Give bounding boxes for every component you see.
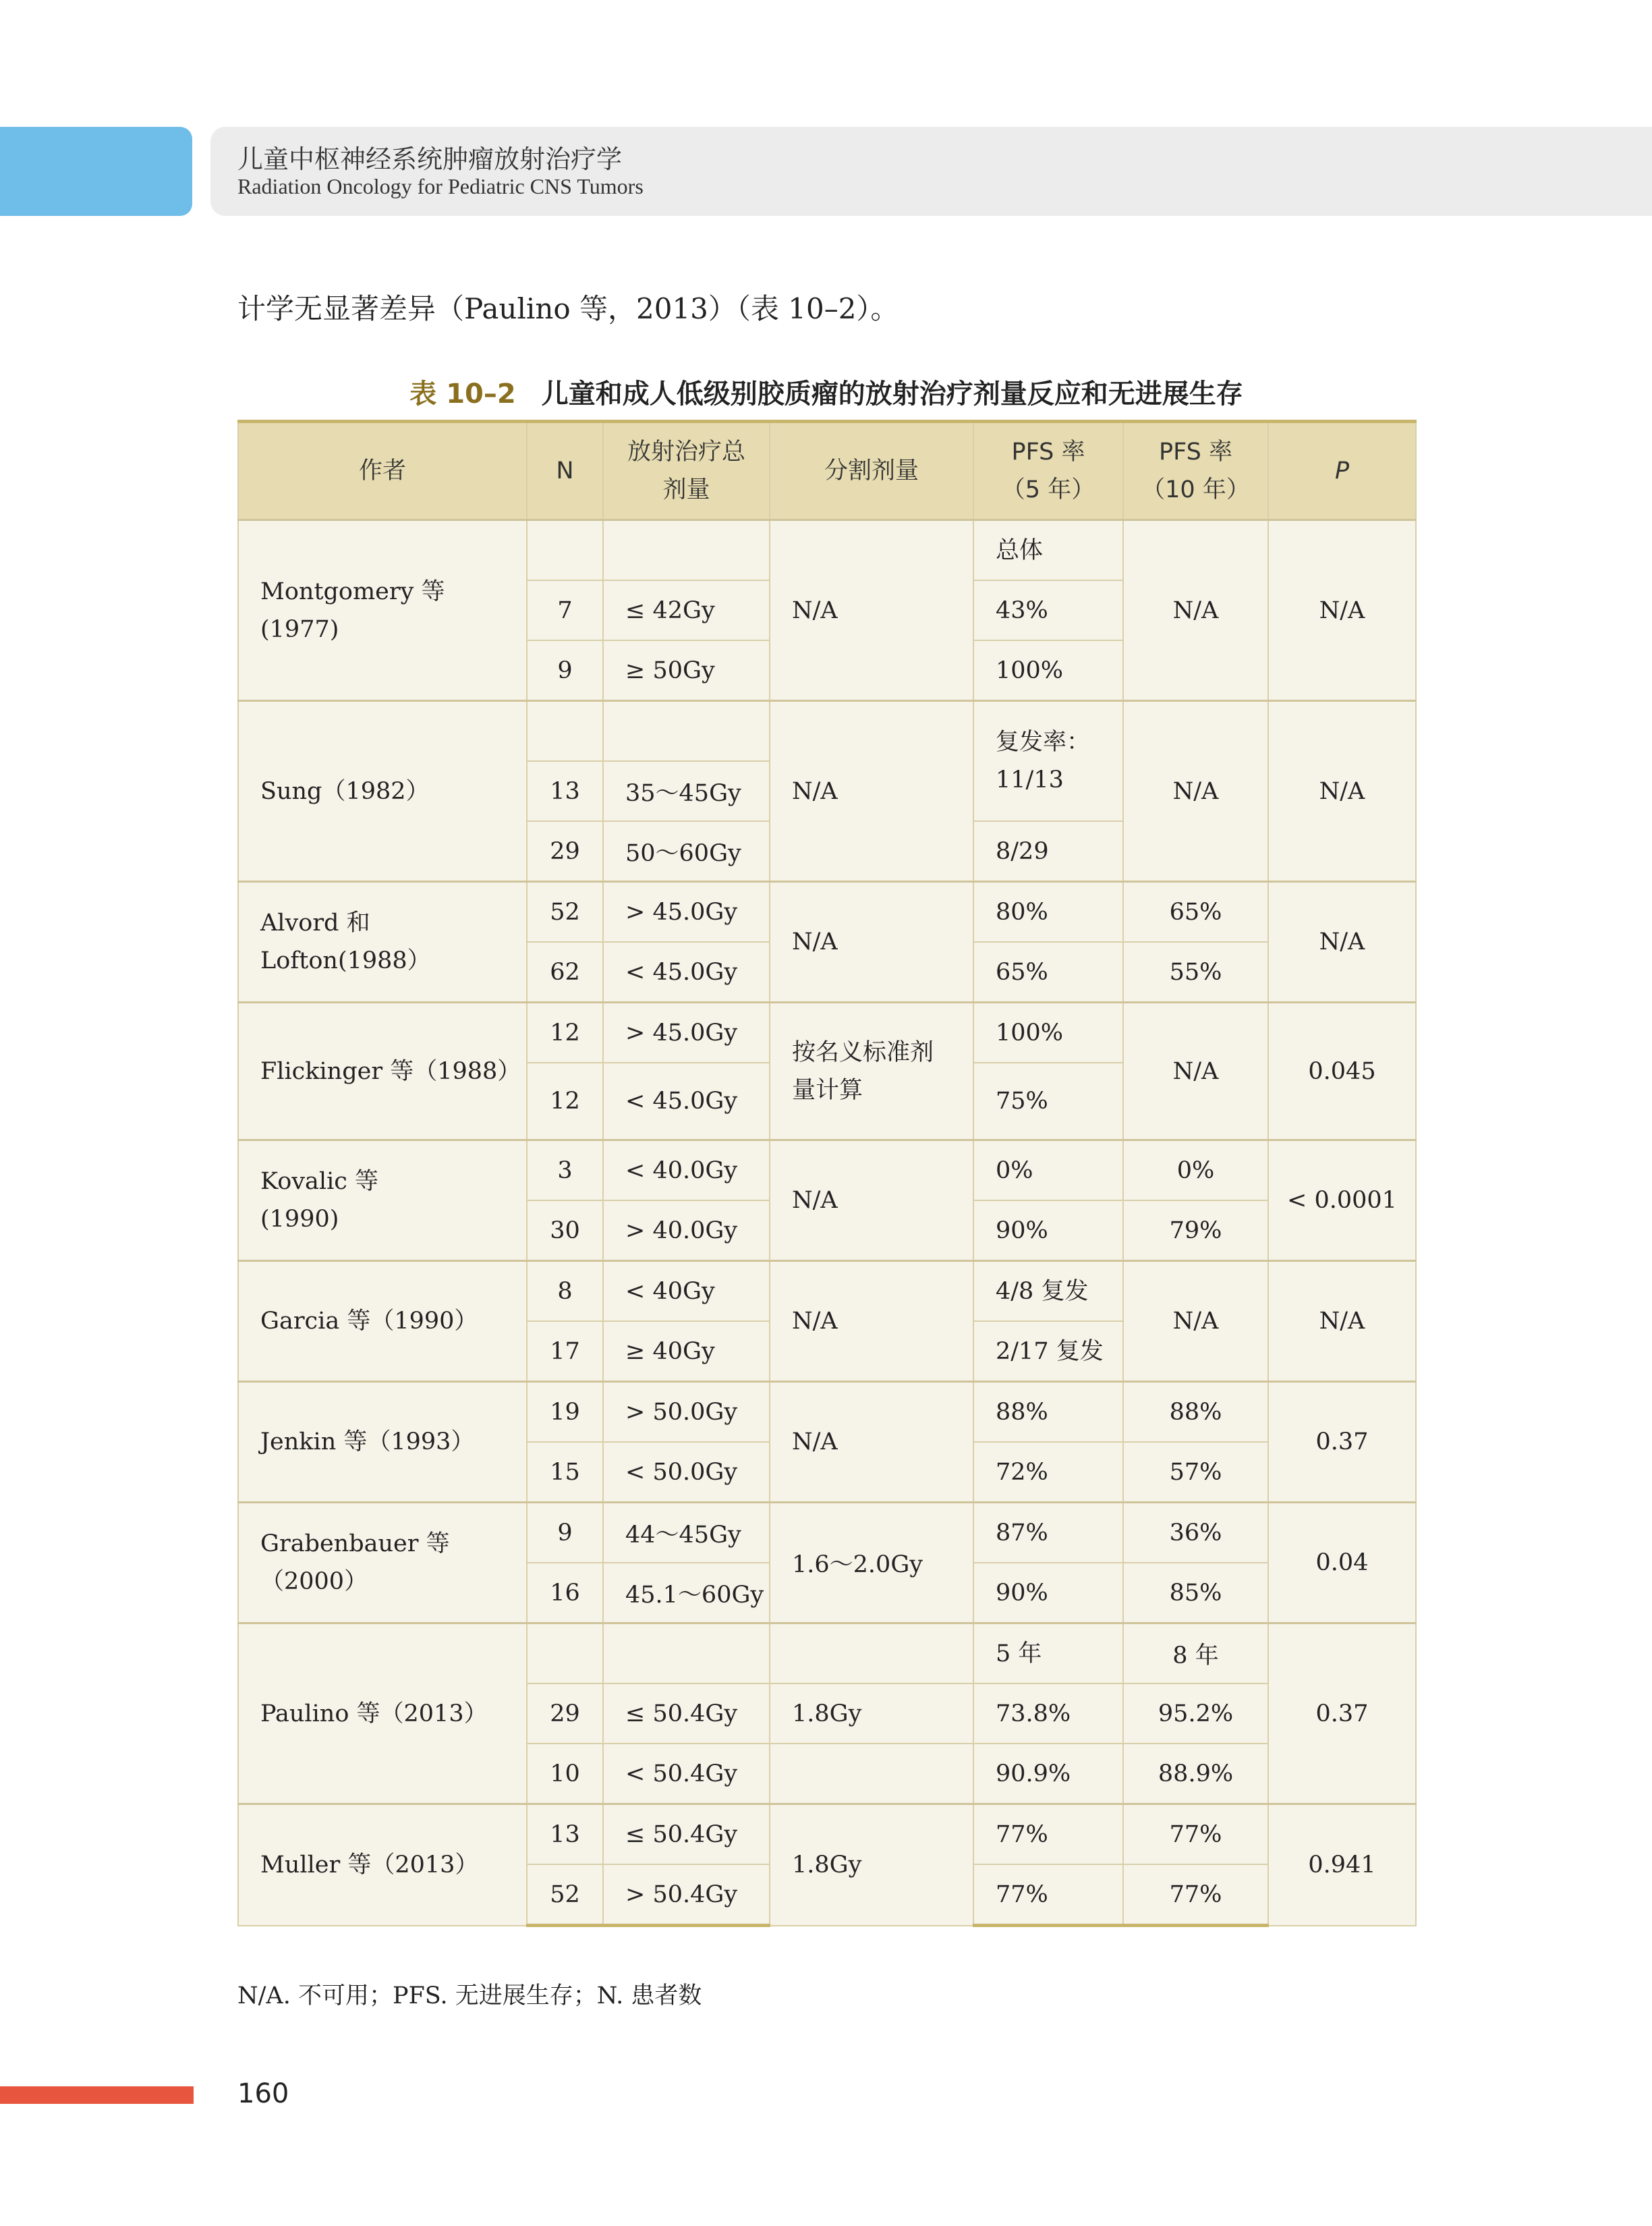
- pfs10-cell: 55%: [1123, 942, 1268, 1003]
- header-author: 作者: [238, 422, 527, 520]
- table-number: 表 10–2: [409, 379, 516, 410]
- empty-cell: [603, 520, 770, 581]
- n-cell: 29: [527, 821, 603, 882]
- pfs5-cell: 72%: [973, 1442, 1123, 1503]
- p-value-cell: 0.045: [1268, 1003, 1416, 1140]
- pfs10-cell: 85%: [1123, 1563, 1268, 1623]
- n-cell: 29: [527, 1684, 603, 1744]
- pfs5-cell: 100%: [973, 640, 1123, 701]
- dose-cell: > 45.0Gy: [603, 1003, 770, 1063]
- pfs10-cell: N/A: [1123, 1003, 1268, 1140]
- pfs5-cell: 80%: [973, 882, 1123, 943]
- table-row: [238, 1804, 1416, 1865]
- pfs10-cell: 65%: [1123, 882, 1268, 943]
- table-row: [238, 1261, 1416, 1322]
- n-cell: 3: [527, 1140, 603, 1201]
- pfs10-cell: 0%: [1123, 1140, 1268, 1201]
- fraction-cell: 1.8Gy: [770, 1804, 973, 1926]
- pfs5-cell: 90%: [973, 1200, 1123, 1261]
- author-cell: Alvord 和 Lofton(1988）: [238, 882, 527, 1003]
- dose-cell: < 45.0Gy: [603, 1063, 770, 1140]
- n-cell: 19: [527, 1382, 603, 1443]
- pfs5-cell: 43%: [973, 580, 1123, 640]
- fraction-cell: 1.8Gy: [770, 1684, 973, 1744]
- table-title: 儿童和成人低级别胶质瘤的放射治疗剂量反应和无进展生存: [541, 379, 1243, 410]
- dose-cell: < 50.0Gy: [603, 1442, 770, 1503]
- dose-cell: ≤ 50.4Gy: [603, 1804, 770, 1865]
- empty-cell: [770, 1623, 973, 1684]
- author-cell: Garcia 等（1990）: [238, 1261, 527, 1382]
- pfs10-cell: N/A: [1123, 701, 1268, 882]
- pfs5-cell: 65%: [973, 942, 1123, 1003]
- table-row: [238, 1503, 1416, 1563]
- table-row: [238, 520, 1416, 581]
- fraction-cell: N/A: [770, 701, 973, 882]
- p-value-cell: N/A: [1268, 701, 1416, 882]
- dose-cell: 45.1～60Gy: [603, 1563, 770, 1623]
- fraction-cell: [770, 1744, 973, 1804]
- n-cell: 12: [527, 1003, 603, 1063]
- table-row: [238, 1140, 1416, 1201]
- empty-cell: [527, 520, 603, 581]
- fraction-cell: N/A: [770, 1261, 973, 1382]
- n-cell: 15: [527, 1442, 603, 1503]
- n-cell: 12: [527, 1063, 603, 1140]
- n-cell: 10: [527, 1744, 603, 1804]
- dose-cell: < 45.0Gy: [603, 942, 770, 1003]
- fraction-cell: 1.6～2.0Gy: [770, 1503, 973, 1623]
- p-value-cell: 0.37: [1268, 1623, 1416, 1804]
- pfs5-cell: 90.9%: [973, 1744, 1123, 1804]
- pfs10-cell: N/A: [1123, 1261, 1268, 1382]
- pfs10-cell: 57%: [1123, 1442, 1268, 1503]
- author-cell: Sung（1982）: [238, 701, 527, 882]
- empty-cell: [603, 701, 770, 762]
- n-cell: 62: [527, 942, 603, 1003]
- dose-cell: < 40.0Gy: [603, 1140, 770, 1201]
- dose-response-table: [237, 420, 1417, 1927]
- table-row: [238, 882, 1416, 943]
- dose-cell: ≤ 42Gy: [603, 580, 770, 640]
- pfs5-cell: 100%: [973, 1003, 1123, 1063]
- pfs10-cell: 77%: [1123, 1864, 1268, 1926]
- dose-cell: < 50.4Gy: [603, 1744, 770, 1804]
- fraction-cell: N/A: [770, 1140, 973, 1261]
- empty-cell: [527, 701, 603, 762]
- header-fraction-dose: 分割剂量: [770, 422, 973, 520]
- pfs10-cell: 88.9%: [1123, 1744, 1268, 1804]
- n-cell: 9: [527, 640, 603, 701]
- header-pfs-5yr: PFS 率 （5 年）: [973, 422, 1123, 520]
- pfs5-cell: 4/8 复发: [973, 1261, 1123, 1322]
- pfs5-cell: 87%: [973, 1503, 1123, 1563]
- dose-cell: > 50.4Gy: [603, 1864, 770, 1926]
- pfs5-cell: 77%: [973, 1804, 1123, 1865]
- pfs10-cell: 88%: [1123, 1382, 1268, 1443]
- p-value-cell: N/A: [1268, 882, 1416, 1003]
- pfs5-cell: 90%: [973, 1563, 1123, 1623]
- header-n: N: [527, 422, 603, 520]
- n-cell: 52: [527, 882, 603, 943]
- pfs5-subheader-cell: 总体: [973, 520, 1123, 581]
- fraction-cell: N/A: [770, 520, 973, 701]
- p-value-cell: N/A: [1268, 520, 1416, 701]
- n-cell: 7: [527, 580, 603, 640]
- header-total-dose: 放射治疗总 剂量: [603, 422, 770, 520]
- n-cell: 52: [527, 1864, 603, 1926]
- fraction-cell: 按名义标准剂 量计算: [770, 1003, 973, 1140]
- dose-cell: < 40Gy: [603, 1261, 770, 1322]
- book-subtitle: Radiation Oncology for Pediatric CNS Tumors: [237, 174, 644, 198]
- n-cell: 16: [527, 1563, 603, 1623]
- fraction-cell: N/A: [770, 1382, 973, 1503]
- author-cell: Grabenbauer 等（2000）: [238, 1503, 527, 1623]
- p-value-cell: N/A: [1268, 1261, 1416, 1382]
- pfs5-cell: 复发率： 11/13: [973, 701, 1123, 822]
- author-cell: Muller 等（2013）: [238, 1804, 527, 1926]
- pfs10-cell: 95.2%: [1123, 1684, 1268, 1744]
- dose-cell: > 40.0Gy: [603, 1200, 770, 1261]
- dose-cell: > 45.0Gy: [603, 882, 770, 943]
- empty-cell: [603, 1623, 770, 1684]
- pfs5-cell: 75%: [973, 1063, 1123, 1140]
- header-p-value: P: [1268, 422, 1416, 520]
- table-row: [238, 1623, 1416, 1684]
- empty-cell: [527, 1623, 603, 1684]
- header-pfs-10yr: PFS 率 （10 年）: [1123, 422, 1268, 520]
- p-value-cell: 0.04: [1268, 1503, 1416, 1623]
- pfs5-cell: 77%: [973, 1864, 1123, 1926]
- n-cell: 17: [527, 1321, 603, 1382]
- pfs5-cell: 0%: [973, 1140, 1123, 1201]
- pfs10-cell: 36%: [1123, 1503, 1268, 1563]
- table-header-row: [238, 422, 1416, 520]
- book-title: 儿童中枢神经系统肿瘤放射治疗学: [237, 144, 623, 174]
- table-footnote: N/A. 不可用；PFS. 无进展生存；N. 患者数: [237, 1982, 702, 2009]
- dose-cell: > 50.0Gy: [603, 1382, 770, 1443]
- pfs10-cell: 79%: [1123, 1200, 1268, 1261]
- pfs10-cell: N/A: [1123, 520, 1268, 701]
- page-number-bar: [0, 2086, 194, 2104]
- pfs5-cell: 88%: [973, 1382, 1123, 1443]
- n-cell: 13: [527, 761, 603, 821]
- p-value-cell: < 0.0001: [1268, 1140, 1416, 1261]
- n-cell: 8: [527, 1261, 603, 1322]
- p-value-cell: 0.941: [1268, 1804, 1416, 1926]
- dose-cell: ≥ 40Gy: [603, 1321, 770, 1382]
- author-cell: Flickinger 等（1988）: [238, 1003, 527, 1140]
- dose-cell: 50～60Gy: [603, 821, 770, 882]
- dose-cell: 35～45Gy: [603, 761, 770, 821]
- dose-cell: 44～45Gy: [603, 1503, 770, 1563]
- n-cell: 9: [527, 1503, 603, 1563]
- table-row: [238, 701, 1416, 762]
- pfs10-subheader-cell: 8 年: [1123, 1623, 1268, 1684]
- n-cell: 13: [527, 1804, 603, 1865]
- p-value-cell: 0.37: [1268, 1382, 1416, 1503]
- dose-cell: ≥ 50Gy: [603, 640, 770, 701]
- author-cell: Paulino 等（2013）: [238, 1623, 527, 1804]
- author-cell: Montgomery 等 (1977): [238, 520, 527, 701]
- table-caption: [237, 372, 1415, 411]
- header-color-tab: [0, 127, 192, 216]
- fraction-cell: N/A: [770, 882, 973, 1003]
- page-number: 160: [237, 2078, 289, 2109]
- pfs5-subheader-cell: 5 年: [973, 1623, 1123, 1684]
- author-cell: Jenkin 等（1993）: [238, 1382, 527, 1503]
- dose-cell: ≤ 50.4Gy: [603, 1684, 770, 1744]
- pfs5-cell: 8/29: [973, 821, 1123, 882]
- table-row: [238, 1382, 1416, 1443]
- author-cell: Kovalic 等 (1990): [238, 1140, 527, 1261]
- pfs10-cell: 77%: [1123, 1804, 1268, 1865]
- pfs5-cell: 2/17 复发: [973, 1321, 1123, 1382]
- intro-text: 计学无显著差异（Paulino 等，2013）（表 10–2）。: [237, 292, 899, 325]
- n-cell: 30: [527, 1200, 603, 1261]
- table-row: [238, 1003, 1416, 1063]
- pfs5-cell: 73.8%: [973, 1684, 1123, 1744]
